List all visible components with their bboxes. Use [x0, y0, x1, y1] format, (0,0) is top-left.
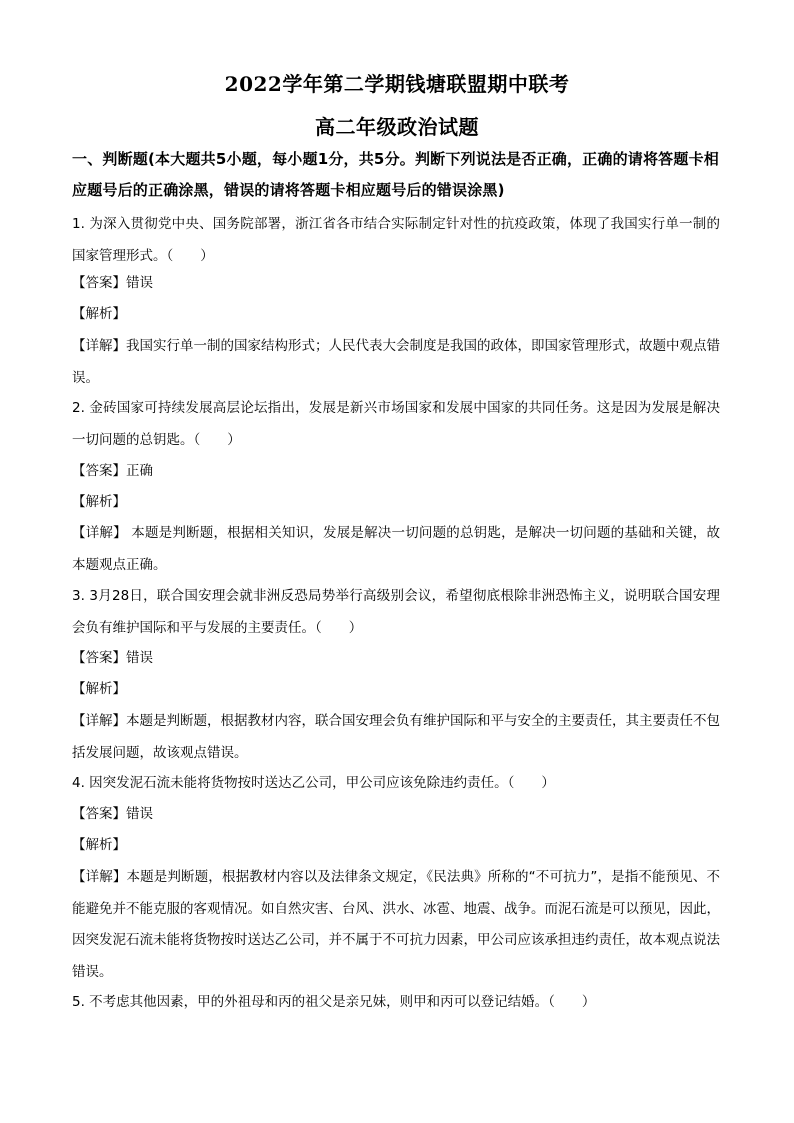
detail-label: 【详解】 — [72, 713, 126, 729]
section-heading: 一、判断题(本大题共5小题，每小题1分，共5分。判断下列说法是否正确，正确的请将答题卡相应题号后的正确涂黑，错误的请将答题卡相应题号后的错误涂黑) — [72, 150, 719, 199]
question-3-detail — [72, 706, 720, 769]
question-2-detail — [72, 518, 720, 581]
detail-text: 本题是判断题，根据相关知识，发展是解决一切问题的总钥匙，是解决一切问题的基础和关键，故本题观点正确。 — [72, 525, 721, 573]
page-title: 2022学年第二学期钱塘联盟期中联考 — [224, 72, 570, 96]
detail-label: 【详解】 — [72, 338, 126, 354]
question-1-detail — [72, 331, 720, 394]
answer-value: 错误 — [126, 650, 153, 666]
question-1-analysis-label: 【解析】 — [72, 306, 126, 322]
detail-label: 【详解】 — [72, 525, 127, 541]
question-2-analysis-label: 【解析】 — [72, 494, 126, 510]
answer-value: 错误 — [126, 806, 153, 822]
question-3-answer — [72, 643, 732, 674]
detail-text: 本题是判断题，根据教材内容以及法律条文规定，《民法典》所称的“不可抗力”，是指不能预见、不能避免并不能克服的客观情况。如自然灾害、台风、洪水、冰雹、地震、战争。而泥石流是可以预见，因此，因突发泥石流未能将货物按时送达乙公司，并不属于不可抗力因素，甲公司应该承担违约责任，故本观点说法错误。 — [72, 869, 720, 980]
question-3-analysis-label: 【解析】 — [72, 681, 126, 697]
page-subtitle: 高二年级政治试题 — [315, 115, 479, 139]
answer-value: 正确 — [126, 463, 153, 479]
detail-text: 本题是判断题，根据教材内容，联合国安理会负有维护国际和平与安全的主要责任，其主要责任不包括发展问题，故该观点错误。 — [72, 713, 720, 761]
question-3-stem: 3. 3月28日，联合国安理会就非洲反恐局势举行高级别会议，希望彻底根除非洲恐怖主义，说明联合国安理会负有维护国际和平与发展的主要责任。（ ） — [72, 588, 720, 636]
question-5-stem: 5. 不考虑其他因素，甲的外祖母和丙的祖父是亲兄妹，则甲和丙可以登记结婚。（ ） — [72, 994, 596, 1010]
answer-label: 【答案】 — [72, 650, 126, 666]
question-4-answer — [72, 799, 732, 830]
answer-label: 【答案】 — [72, 463, 126, 479]
question-4-analysis-label: 【解析】 — [72, 837, 126, 853]
question-2-answer — [72, 456, 732, 487]
detail-text: 我国实行单一制的国家结构形式；人民代表大会制度是我国的政体，即国家管理形式，故题中观点错误。 — [72, 338, 720, 386]
question-4-stem: 4. 因突发泥石流未能将货物按时送达乙公司，甲公司应该免除违约责任。（ ） — [72, 775, 555, 791]
detail-label: 【详解】 — [72, 869, 127, 885]
question-4-detail — [72, 862, 720, 988]
question-2-stem: 2. 金砖国家可持续发展高层论坛指出，发展是新兴市场国家和发展中国家的共同任务。这是因为发展是解决一切问题的总钥匙。（ ） — [72, 400, 720, 448]
answer-label: 【答案】 — [72, 806, 126, 822]
question-1-stem: 1. 为深入贯彻党中央、国务院部署，浙江省各市结合实际制定针对性的抗疫政策，体现了我国实行单一制的国家管理形式。（ ） — [72, 216, 720, 264]
answer-value: 错误 — [126, 275, 153, 291]
question-1-answer — [72, 268, 732, 299]
answer-label: 【答案】 — [72, 275, 126, 291]
